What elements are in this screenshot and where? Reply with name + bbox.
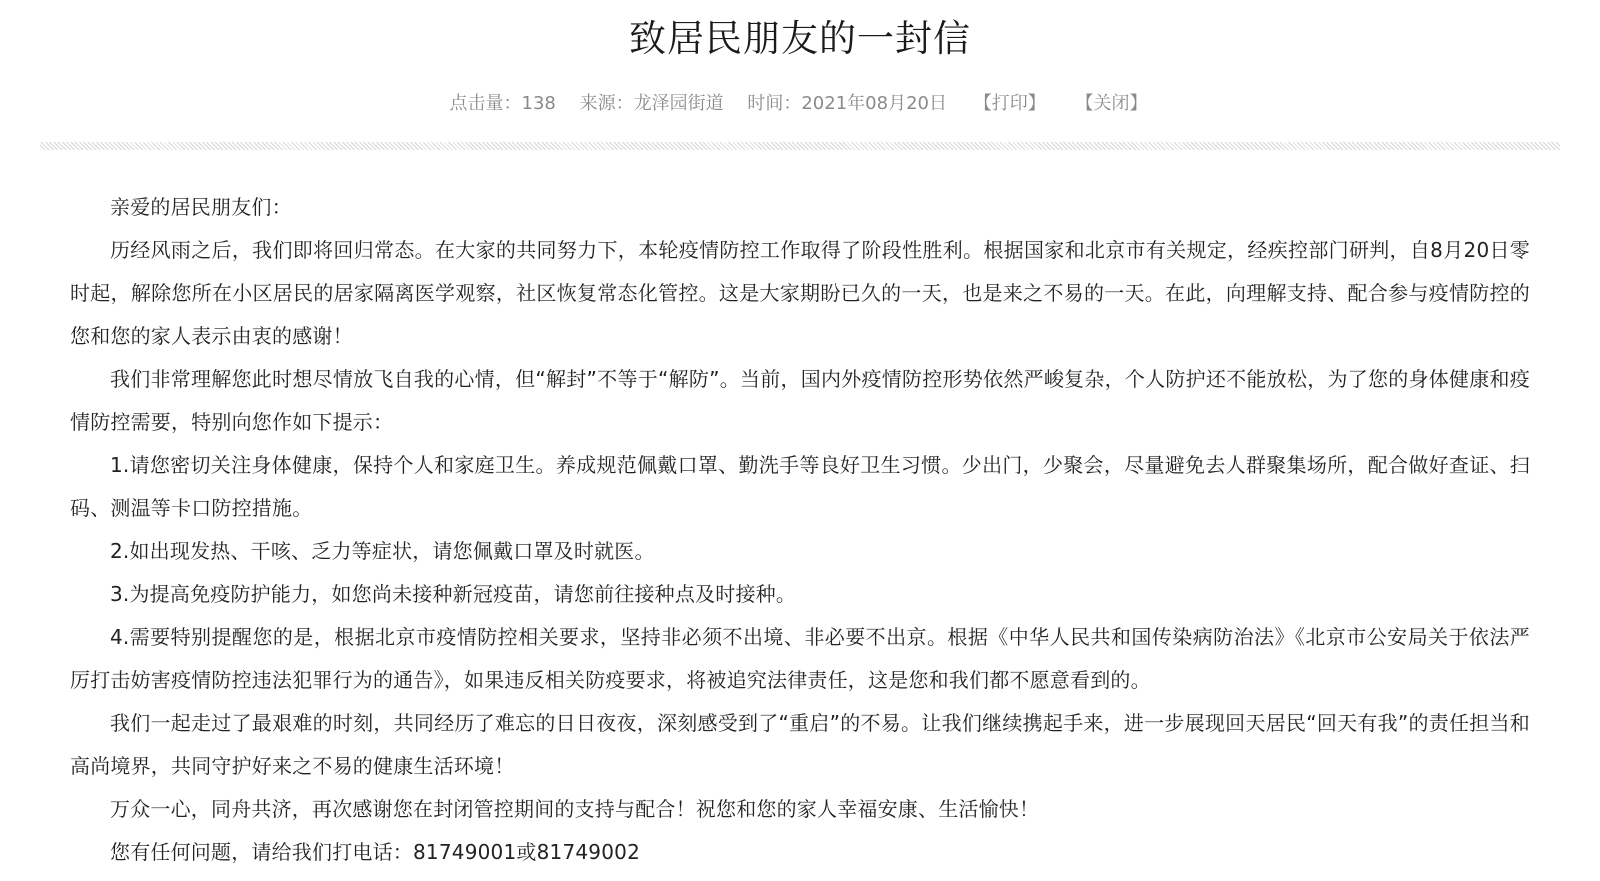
- article-source: [580, 92, 724, 116]
- body-paragraph: 我们一起走过了最艰难的时刻，共同经历了难忘的日日夜夜，深刻感受到了“重启”的不易。让我们继续携起手来，进一步展现回天居民“回天有我”的责任担当和高尚境界，共同守护好来之不易的健康生活环境！: [70, 711, 1530, 778]
- body-paragraph: 万众一心，同舟共济，再次感谢您在封闭管控期间的支持与配合！祝您和您的家人幸福安康、生活愉快！: [110, 797, 1040, 821]
- time-label: 时间：: [747, 93, 802, 114]
- close-link[interactable]: 【关闭】: [1075, 93, 1148, 114]
- article-meta: [40, 92, 1560, 142]
- body-paragraph: 我们非常理解您此时想尽情放飞自我的心情，但“解封”不等于“解防”。当前，国内外疫情防控形势依然严峻复杂，个人防护还不能放松，为了您的身体健康和疫情防控需要，特别向您作如下提示：: [70, 367, 1530, 434]
- time-value: 2021年08月20日: [801, 93, 947, 114]
- tip-paragraph-1: 1.请您密切关注身体健康，保持个人和家庭卫生。养成规范佩戴口罩、勤洗手等良好卫生习惯。少出门，少聚会，尽量避免去人群聚集场所，配合做好查证、扫码、测温等卡口防控措施。: [70, 453, 1530, 520]
- print-link[interactable]: 【打印】: [973, 93, 1046, 114]
- click-count-value: 138: [521, 93, 556, 114]
- article-title: 致居民朋友的一封信: [629, 17, 971, 60]
- source-value: 龙泽园街道: [633, 93, 724, 114]
- salutation-paragraph: 亲爱的居民朋友们：: [110, 195, 292, 219]
- source-label: 来源：: [579, 93, 634, 114]
- tip-paragraph-2: 2.如出现发热、干咳、乏力等症状，请您佩戴口罩及时就医。: [110, 539, 655, 563]
- click-count-label: 点击量：: [449, 93, 522, 114]
- article-content: [40, 150, 1560, 874]
- divider: [40, 142, 1560, 150]
- publish-time: [747, 92, 947, 116]
- tip-paragraph-4: 4.需要特别提醒您的是，根据北京市疫情防控相关要求，坚持非必须不出境、非必要不出京。根据《中华人民共和国传染病防治法》《北京市公安局关于依法严厉打击妨害疫情防控违法犯罪行为的通告》，如果违反相关防疫要求，将被追究法律责任，这是您和我们都不愿意看到的。: [70, 625, 1530, 692]
- contact-paragraph: 您有任何问题，请给我们打电话：81749001或81749002: [110, 840, 640, 864]
- tip-paragraph-3: 3.为提高免疫防护能力，如您尚未接种新冠疫苗，请您前往接种点及时接种。: [110, 582, 797, 606]
- body-paragraph: 历经风雨之后，我们即将回归常态。在大家的共同努力下，本轮疫情防控工作取得了阶段性胜利。根据国家和北京市有关规定，经疾控部门研判，自8月20日零时起，解除您所在小区居民的居家隔离医学观察，社区恢复常态化管控。这是大家期盼已久的一天，也是来之不易的一天。在此，向理解支持、配合参与疫情防控的您和您的家人表示由衷的感谢！: [70, 238, 1530, 348]
- click-count: [450, 92, 556, 116]
